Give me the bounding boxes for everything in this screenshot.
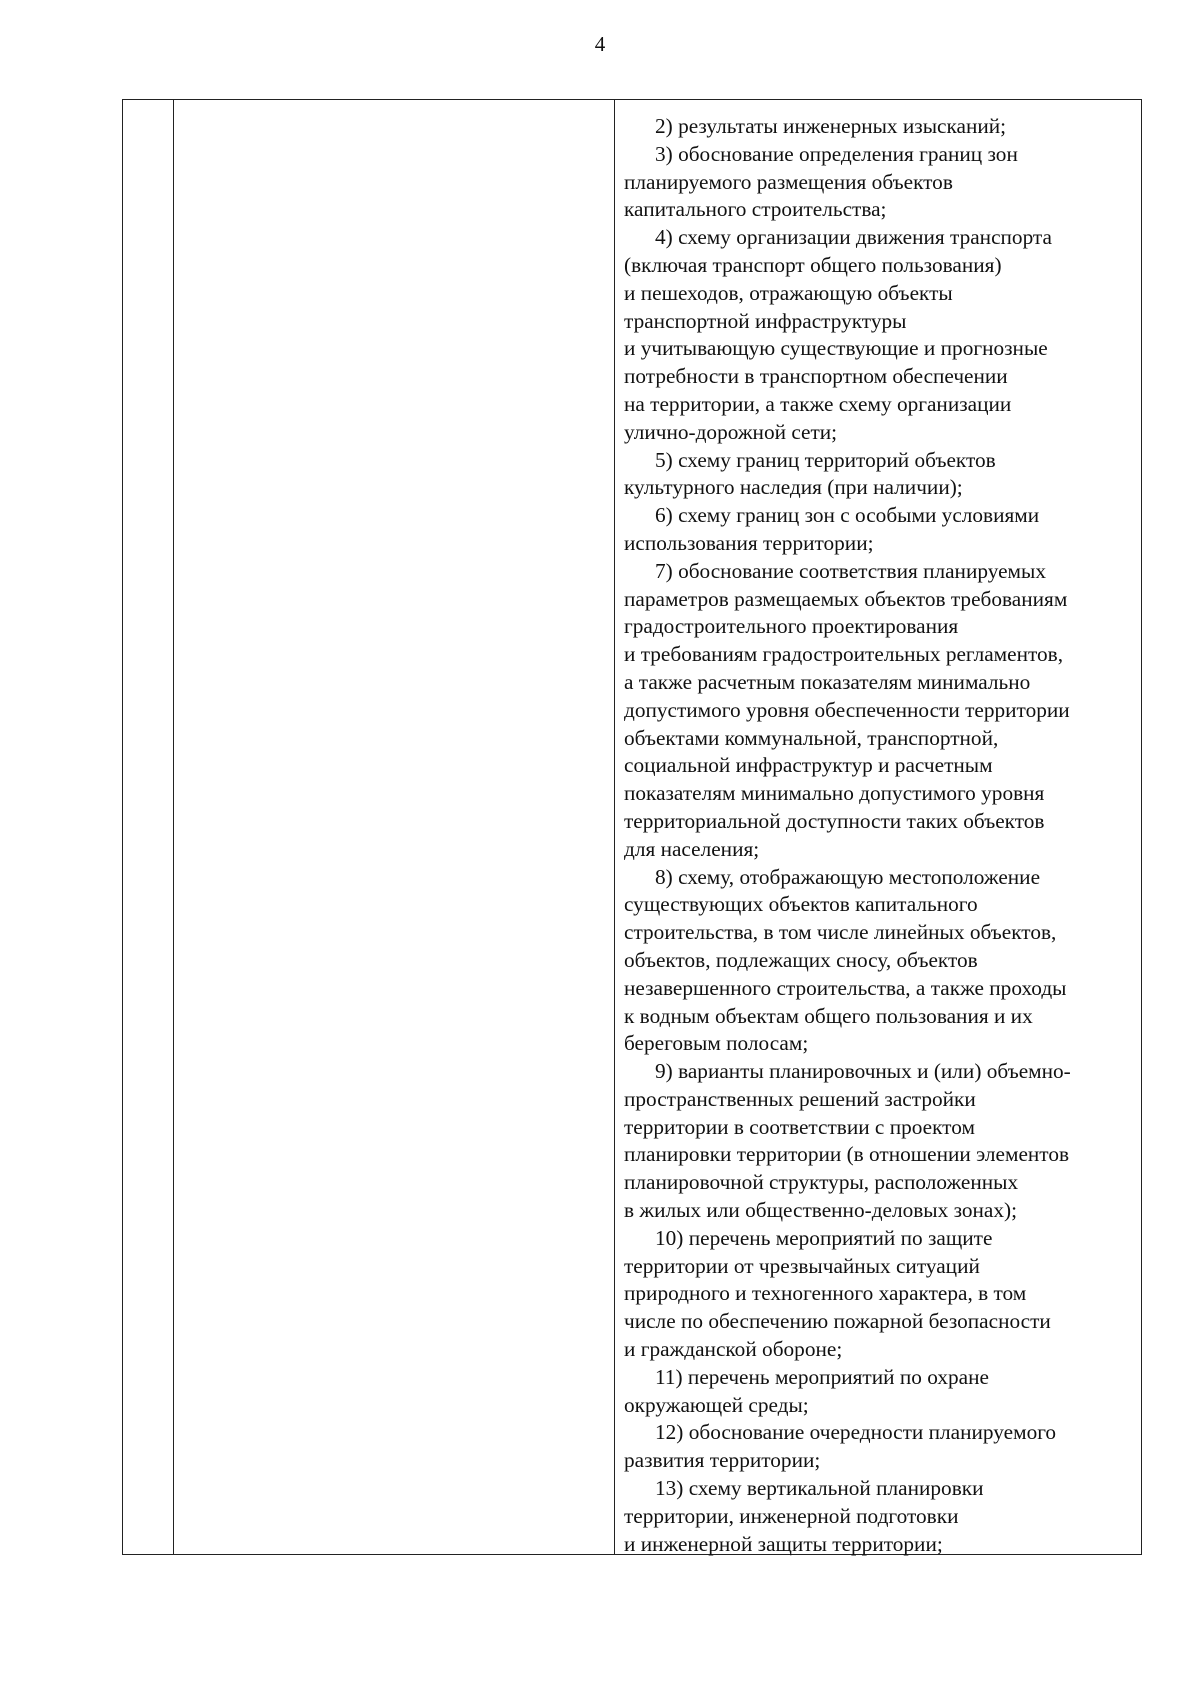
content-line: окружающей среды; <box>624 1392 809 1417</box>
content-line: 11) перечень мероприятий по охране <box>655 1364 989 1389</box>
content-line: и гражданской обороне; <box>624 1337 843 1362</box>
content-line: 4) схему организации движения транспорта <box>655 225 1052 250</box>
content-line: а также расчетным показателям минимально <box>624 669 1031 694</box>
content-line: 2) результаты инженерных изысканий; <box>655 114 1007 138</box>
content-line: территориальной доступности таких объектов <box>624 808 1045 833</box>
content-line: 13) схему вертикальной планировки <box>655 1476 984 1501</box>
content-line: 7) обоснование соответствия планируемых <box>655 558 1046 583</box>
content-line: развития территории; <box>624 1448 821 1473</box>
content-line: планировочной структуры, расположенных <box>624 1170 1019 1195</box>
content-line: потребности в транспортном обеспечении <box>624 364 1008 389</box>
content-line: капитального строительства; <box>624 197 887 222</box>
content-line: на территории, а также схему организации <box>624 391 1012 416</box>
content-line: территории от чрезвычайных ситуаций <box>624 1253 980 1278</box>
content-line: береговым полосам; <box>624 1031 809 1056</box>
content-line: 12) обоснование очередности планируемого <box>655 1420 1057 1445</box>
content-line: к водным объектам общего пользования и их <box>624 1003 1033 1028</box>
content-line: строительства, в том числе линейных объектов, <box>624 920 1057 945</box>
content-line: для населения; <box>624 836 760 861</box>
content-line: незавершенного строительства, а также проходы <box>624 975 1067 1000</box>
document-table <box>122 99 1142 1555</box>
content-line: допустимого уровня обеспеченности территории <box>624 697 1070 722</box>
content-line: 6) схему границ зон с особыми условиями <box>655 503 1040 528</box>
content-line: объектов, подлежащих сносу, объектов <box>624 947 978 972</box>
content-line: и требованиям градостроительных регламентов, <box>624 642 1064 667</box>
content-line: числе по обеспечению пожарной безопасности <box>624 1309 1051 1334</box>
content-line: территории, инженерной подготовки <box>624 1503 959 1528</box>
content-line: улично-дорожной сети; <box>624 419 838 444</box>
content-line: 10) перечень мероприятий по защите <box>655 1225 993 1250</box>
content-line: социальной инфраструктур и расчетным <box>624 753 993 778</box>
content-line: планировки территории (в отношении элементов <box>624 1142 1070 1167</box>
content-line: (включая транспорт общего пользования) <box>624 252 1002 277</box>
content-line: в жилых или общественно-деловых зонах); <box>624 1198 1018 1223</box>
content-line: параметров размещаемых объектов требованиям <box>624 586 1068 611</box>
content-line: показателям минимально допустимого уровня <box>624 781 1045 806</box>
content-line: 9) варианты планировочных и (или) объемно- <box>655 1059 1071 1084</box>
content-line: и пешеходов, отражающую объекты <box>624 280 953 305</box>
content-line: использования территории; <box>624 530 874 555</box>
content-line: культурного наследия (при наличии); <box>624 475 963 500</box>
row-content-cell <box>616 100 1141 1554</box>
content-line: 8) схему, отображающую местоположение <box>655 864 1041 889</box>
content-line: природного и техногенного характера, в том <box>624 1281 1027 1306</box>
content-line: пространственных решений застройки <box>624 1086 976 1111</box>
content-line: существующих объектов капитального <box>624 892 978 917</box>
content-line: и учитывающую существующие и прогнозные <box>624 336 1048 361</box>
content-line: территории в соответствии с проектом <box>624 1114 975 1139</box>
row-number-cell <box>123 100 173 1554</box>
content-line: градостроительного проектирования <box>624 614 959 639</box>
content-line: транспортной инфраструктуры <box>624 308 907 333</box>
content-line: 3) обоснование определения границ зон <box>655 141 1018 166</box>
page-number: 4 <box>594 32 606 56</box>
content-line: 5) схему границ территорий объектов <box>655 447 996 472</box>
content-line: объектами коммунальной, транспортной, <box>624 725 999 750</box>
row-name-cell <box>174 100 614 1554</box>
column-divider <box>614 100 615 1554</box>
content-line: и инженерной защиты территории; <box>624 1531 943 1556</box>
content-line: планируемого размещения объектов <box>624 169 953 194</box>
